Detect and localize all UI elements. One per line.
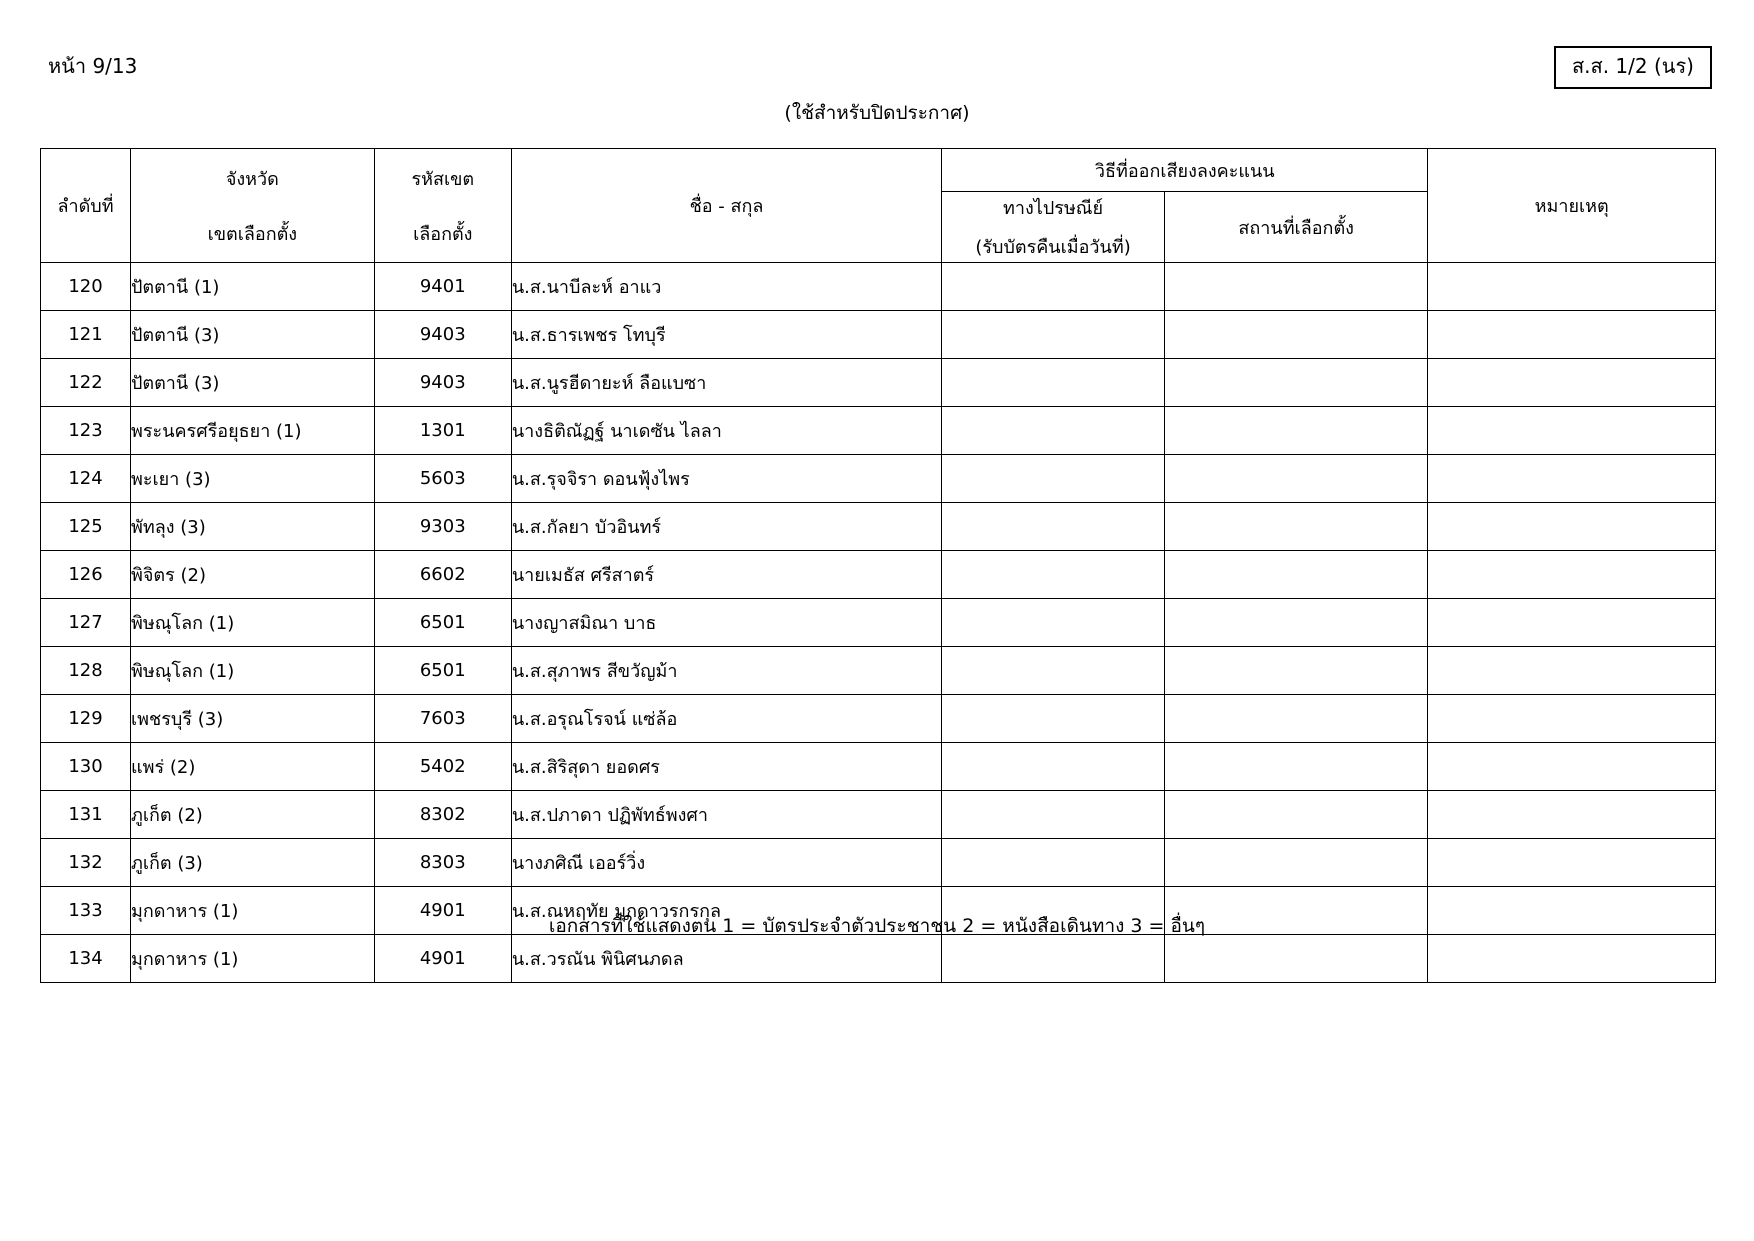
voter-list-table-container	[40, 148, 1716, 983]
cell-note	[1428, 311, 1716, 359]
cell-sequence-number: 128	[41, 647, 131, 695]
cell-method-polling-place	[1164, 647, 1427, 695]
cell-district-code: 9403	[374, 359, 511, 407]
cell-method-polling-place	[1164, 935, 1427, 983]
cell-district-code: 6501	[374, 647, 511, 695]
column-header-code-line2: เลือกตั้ง	[413, 223, 473, 245]
cell-note	[1428, 599, 1716, 647]
column-header-method-polling-place: สถานที่เลือกตั้ง	[1164, 192, 1427, 263]
cell-method-postal	[942, 359, 1165, 407]
cell-province-district: พะเยา (3)	[131, 455, 375, 503]
cell-note	[1428, 359, 1716, 407]
table-row	[41, 647, 1716, 695]
cell-note	[1428, 791, 1716, 839]
cell-method-postal	[942, 695, 1165, 743]
cell-full-name: นางภศิณี เออร์วิ่ง	[511, 839, 941, 887]
table-row	[41, 695, 1716, 743]
table-row	[41, 503, 1716, 551]
cell-province-district: ภูเก็ต (2)	[131, 791, 375, 839]
column-header-name: ชื่อ - สกุล	[511, 149, 941, 263]
cell-sequence-number: 121	[41, 311, 131, 359]
cell-method-postal	[942, 743, 1165, 791]
table-row	[41, 599, 1716, 647]
cell-province-district: ปัตตานี (1)	[131, 263, 375, 311]
cell-province-district: ภูเก็ต (3)	[131, 839, 375, 887]
column-header-province	[131, 149, 375, 263]
cell-full-name: นางญาสมิณา บาธ	[511, 599, 941, 647]
cell-full-name: น.ส.นูรฮีดายะห์ ลือแบซา	[511, 359, 941, 407]
cell-method-postal	[942, 407, 1165, 455]
cell-method-postal	[942, 455, 1165, 503]
cell-full-name: น.ส.กัลยา บัวอินทร์	[511, 503, 941, 551]
cell-province-district: ปัตตานี (3)	[131, 359, 375, 407]
cell-full-name: น.ส.นาบีละห์ อาแว	[511, 263, 941, 311]
cell-note	[1428, 695, 1716, 743]
cell-sequence-number: 129	[41, 695, 131, 743]
cell-district-code: 4901	[374, 887, 511, 935]
cell-note	[1428, 743, 1716, 791]
document-footnote: เอกสารที่ใช้แสดงตน 1 = บัตรประจำตัวประชาชน 2 = หนังสือเดินทาง 3 = อื่นๆ	[548, 915, 1206, 937]
table-row	[41, 407, 1716, 455]
cell-method-postal	[942, 791, 1165, 839]
cell-district-code: 9303	[374, 503, 511, 551]
cell-method-postal	[942, 935, 1165, 983]
cell-full-name: น.ส.อรุณโรจน์ แซ่ล้อ	[511, 695, 941, 743]
cell-sequence-number: 133	[41, 887, 131, 935]
cell-method-polling-place	[1164, 455, 1427, 503]
cell-province-district: มุกดาหาร (1)	[131, 887, 375, 935]
cell-full-name: นายเมธัส ศรีสาตร์	[511, 551, 941, 599]
form-code-box: ส.ส. 1/2 (นร)	[1554, 46, 1712, 89]
cell-note	[1428, 839, 1716, 887]
column-header-seq: ลำดับที่	[41, 149, 131, 263]
cell-province-district: ปัตตานี (3)	[131, 311, 375, 359]
cell-note	[1428, 503, 1716, 551]
cell-sequence-number: 130	[41, 743, 131, 791]
table-row	[41, 551, 1716, 599]
table-row	[41, 359, 1716, 407]
cell-full-name: นางธิติณัฏฐ์ นาเดซัน ไลลา	[511, 407, 941, 455]
cell-province-district: มุกดาหาร (1)	[131, 935, 375, 983]
page-number-label: หน้า 9/13	[48, 54, 138, 78]
cell-province-district: แพร่ (2)	[131, 743, 375, 791]
table-row	[41, 743, 1716, 791]
cell-sequence-number: 122	[41, 359, 131, 407]
cell-district-code: 9401	[374, 263, 511, 311]
cell-full-name: น.ส.ปภาดา ปฏิพัทธ์พงศา	[511, 791, 941, 839]
cell-method-postal	[942, 599, 1165, 647]
cell-sequence-number: 127	[41, 599, 131, 647]
cell-note	[1428, 935, 1716, 983]
table-row	[41, 839, 1716, 887]
cell-district-code: 5402	[374, 743, 511, 791]
cell-province-district: พิจิตร (2)	[131, 551, 375, 599]
header-row-primary	[41, 149, 1716, 192]
cell-method-postal	[942, 503, 1165, 551]
cell-province-district: พัทลุง (3)	[131, 503, 375, 551]
cell-province-district: พิษณุโลก (1)	[131, 599, 375, 647]
cell-method-polling-place	[1164, 503, 1427, 551]
cell-sequence-number: 124	[41, 455, 131, 503]
cell-district-code: 7603	[374, 695, 511, 743]
column-header-note: หมายเหตุ	[1428, 149, 1716, 263]
table-row	[41, 455, 1716, 503]
cell-district-code: 8302	[374, 791, 511, 839]
table-row	[41, 935, 1716, 983]
column-header-method-postal-line2: (รับบัตรคืนเมื่อวันที่)	[975, 237, 1131, 258]
table-row	[41, 791, 1716, 839]
table-row	[41, 263, 1716, 311]
column-header-method-postal	[942, 192, 1165, 263]
table-header	[41, 149, 1716, 263]
cell-method-polling-place	[1164, 743, 1427, 791]
cell-full-name: น.ส.สุภาพร สีขวัญม้า	[511, 647, 941, 695]
cell-district-code: 6501	[374, 599, 511, 647]
column-header-method-group: วิธีที่ออกเสียงลงคะแนน	[942, 149, 1428, 192]
cell-full-name: น.ส.ธารเพชร โทบุรี	[511, 311, 941, 359]
table-body	[41, 263, 1716, 983]
cell-method-postal	[942, 311, 1165, 359]
cell-method-polling-place	[1164, 407, 1427, 455]
cell-note	[1428, 551, 1716, 599]
cell-district-code: 8303	[374, 839, 511, 887]
cell-sequence-number: 131	[41, 791, 131, 839]
cell-province-district: พระนครศรีอยุธยา (1)	[131, 407, 375, 455]
cell-method-postal	[942, 647, 1165, 695]
column-header-method-postal-line1: ทางไปรษณีย์	[1003, 198, 1104, 219]
cell-sequence-number: 120	[41, 263, 131, 311]
cell-sequence-number: 132	[41, 839, 131, 887]
cell-full-name: น.ส.วรณัน พินิศนภดล	[511, 935, 941, 983]
page-header	[0, 52, 1754, 96]
cell-method-polling-place	[1164, 599, 1427, 647]
column-header-code-line1: รหัสเขต	[411, 168, 475, 190]
cell-method-polling-place	[1164, 263, 1427, 311]
column-header-code	[374, 149, 511, 263]
cell-note	[1428, 455, 1716, 503]
cell-district-code: 5603	[374, 455, 511, 503]
cell-district-code: 9403	[374, 311, 511, 359]
cell-district-code: 1301	[374, 407, 511, 455]
column-header-province-line2: เขตเลือกตั้ง	[207, 223, 298, 245]
cell-method-polling-place	[1164, 791, 1427, 839]
cell-district-code: 4901	[374, 935, 511, 983]
column-header-province-line1: จังหวัด	[225, 168, 279, 190]
cell-method-postal	[942, 551, 1165, 599]
cell-province-district: เพชรบุรี (3)	[131, 695, 375, 743]
voter-list-table	[40, 148, 1716, 983]
cell-method-polling-place	[1164, 311, 1427, 359]
cell-method-postal	[942, 839, 1165, 887]
cell-method-polling-place	[1164, 839, 1427, 887]
document-subtitle: (ใช้สำหรับปิดประกาศ)	[784, 102, 970, 124]
cell-method-postal	[942, 263, 1165, 311]
cell-full-name: น.ส.สิริสุดา ยอดศร	[511, 743, 941, 791]
cell-sequence-number: 125	[41, 503, 131, 551]
cell-sequence-number: 126	[41, 551, 131, 599]
cell-district-code: 6602	[374, 551, 511, 599]
cell-note	[1428, 407, 1716, 455]
cell-note	[1428, 647, 1716, 695]
cell-method-polling-place	[1164, 359, 1427, 407]
cell-sequence-number: 134	[41, 935, 131, 983]
cell-full-name: น.ส.รุจจิรา ดอนฟุ้งไพร	[511, 455, 941, 503]
table-row	[41, 311, 1716, 359]
cell-full-name: น.ส.ณหฤทัย มุกดาวรกรกุล	[511, 887, 941, 935]
cell-note	[1428, 263, 1716, 311]
cell-sequence-number: 123	[41, 407, 131, 455]
cell-province-district: พิษณุโลก (1)	[131, 647, 375, 695]
cell-method-polling-place	[1164, 695, 1427, 743]
cell-method-polling-place	[1164, 551, 1427, 599]
